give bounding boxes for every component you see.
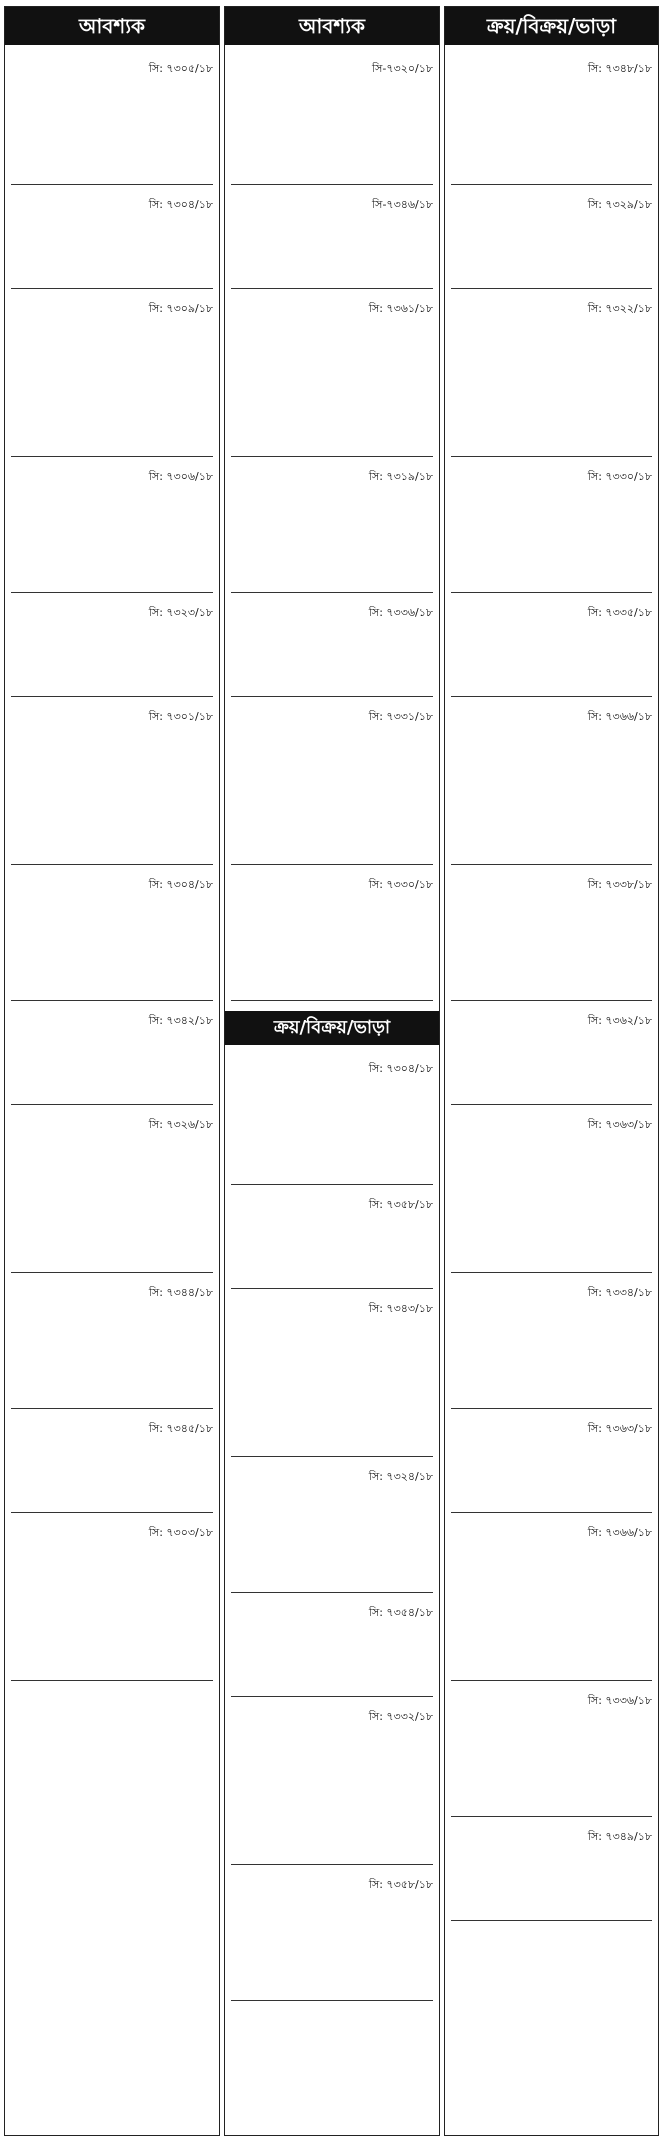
ad-reference: সি: ৭৩৩৬/১৮	[587, 1694, 652, 1707]
ad-body	[451, 1516, 652, 1526]
ad-reference: সি: ৭৩৩১/১৮	[368, 710, 433, 723]
column-header: ক্রয়/বিক্রয়/ভাড়া	[445, 7, 658, 45]
classified-ad	[231, 865, 433, 1001]
classified-ad	[451, 49, 652, 185]
ad-body	[231, 460, 433, 470]
ad-body	[451, 1820, 652, 1830]
classified-ad	[451, 1105, 652, 1273]
ad-body	[451, 292, 652, 302]
ad-body	[11, 52, 213, 62]
ad-body	[11, 1412, 213, 1422]
ad-body	[451, 1108, 652, 1118]
ad-reference: সি: ৭৩৩০/১৮	[368, 878, 433, 891]
ad-reference: সি: ৭৩৪৮/১৮	[587, 62, 652, 75]
ad-reference: সি: ৭৩০৯/১৮	[148, 302, 213, 315]
ad-reference: সি: ৭৩২৩/১৮	[148, 606, 213, 619]
ad-body	[231, 1596, 433, 1606]
column-header: আবশ্যক	[225, 7, 439, 45]
ad-body	[231, 292, 433, 302]
ad-body	[11, 1108, 213, 1118]
ad-reference: সি: ৭৩৫৮/১৮	[368, 1878, 433, 1891]
ad-reference: সি: ৭৩৬২/১৮	[587, 1014, 652, 1027]
column-wanted-2	[224, 6, 440, 2136]
ad-body	[11, 1516, 213, 1526]
ad-body	[231, 1052, 433, 1062]
classified-ad	[11, 1409, 213, 1513]
classified-ad	[11, 697, 213, 865]
ad-reference: সি: ৭৩৪২/১৮	[148, 1014, 213, 1027]
ad-body	[231, 1292, 433, 1302]
ad-reference: সি: ৭৩৩০/১৮	[587, 470, 652, 483]
classified-ad	[231, 457, 433, 593]
ad-body	[231, 1868, 433, 1878]
classified-ad	[451, 1817, 652, 1921]
classified-ad	[11, 457, 213, 593]
ad-body	[231, 52, 433, 62]
section-header: ক্রয়/বিক্রয়/ভাড়া	[225, 1011, 439, 1045]
classified-ad	[231, 49, 433, 185]
ad-body	[231, 596, 433, 606]
classified-ad	[451, 1001, 652, 1105]
ad-reference: সি-৭৩৪৬/১৮	[372, 198, 433, 211]
ad-reference: সি: ৭৩৩৬/১৮	[368, 606, 433, 619]
classified-ad	[451, 593, 652, 697]
column-wanted-1	[4, 6, 220, 2136]
classified-ad	[231, 1593, 433, 1697]
ad-reference: সি: ৭৩৪৯/১৮	[587, 1830, 652, 1843]
ad-list	[5, 45, 219, 1685]
classified-ad	[231, 1049, 433, 1185]
classified-ad	[231, 1185, 433, 1289]
classified-ad	[451, 457, 652, 593]
ad-reference: সি: ৭৩২৬/১৮	[148, 1118, 213, 1131]
ad-body	[11, 868, 213, 878]
column-buy-sell-rent	[444, 6, 659, 2136]
classified-ad	[231, 1289, 433, 1457]
ad-reference: সি: ৭৩৬৬/১৮	[587, 710, 652, 723]
ad-body	[451, 460, 652, 470]
classified-ad	[11, 593, 213, 697]
classified-ad	[451, 1409, 652, 1513]
ad-body	[231, 1188, 433, 1198]
ad-body	[231, 188, 433, 198]
classified-ad	[451, 185, 652, 289]
ad-body	[451, 700, 652, 710]
ad-reference: সি: ৭৩০৫/১৮	[148, 62, 213, 75]
ad-reference: সি: ৭৩৬৩/১৮	[587, 1422, 652, 1435]
classified-ad	[11, 49, 213, 185]
ad-reference: সি: ৭৩১৯/১৮	[368, 470, 433, 483]
classified-ad	[451, 1273, 652, 1409]
ad-reference: সি: ৭৩৩৮/১৮	[587, 878, 652, 891]
classified-ad	[11, 865, 213, 1001]
ad-body	[451, 1412, 652, 1422]
classified-ad	[451, 697, 652, 865]
ad-body	[11, 188, 213, 198]
classified-ad	[11, 289, 213, 457]
classified-ad	[11, 1105, 213, 1273]
ad-reference: সি: ৭৩০৪/১৮	[368, 1062, 433, 1075]
ad-body	[11, 292, 213, 302]
ad-body	[11, 700, 213, 710]
classified-ad	[11, 1273, 213, 1409]
ad-reference: সি: ৭৩০৪/১৮	[148, 198, 213, 211]
ad-reference: সি: ৭৩২২/১৮	[587, 302, 652, 315]
ad-reference: সি: ৭৩০৬/১৮	[148, 470, 213, 483]
classified-ad	[451, 865, 652, 1001]
ad-reference: সি: ৭৩৩২/১৮	[368, 1710, 433, 1723]
ad-body	[451, 188, 652, 198]
ad-body	[451, 596, 652, 606]
classified-ad	[231, 289, 433, 457]
ad-body	[11, 460, 213, 470]
ad-list	[225, 1045, 439, 2005]
ad-reference: সি: ৭৩৩৫/১৮	[587, 606, 652, 619]
ad-reference: সি: ৭৩২৯/১৮	[587, 198, 652, 211]
ad-body	[451, 1276, 652, 1286]
classified-ad	[451, 289, 652, 457]
ad-list	[225, 45, 439, 1005]
ad-body	[231, 1460, 433, 1470]
ad-body	[451, 52, 652, 62]
classified-ad	[11, 1513, 213, 1681]
classified-ad	[231, 1697, 433, 1865]
ad-reference: সি: ৭৩৬১/১৮	[368, 302, 433, 315]
ad-reference: সি: ৭৩৩৪/১৮	[587, 1286, 652, 1299]
ad-body	[231, 868, 433, 878]
ad-body	[11, 1004, 213, 1014]
classified-ad	[11, 1001, 213, 1105]
ad-reference: সি: ৭৩০৩/১৮	[148, 1526, 213, 1539]
ad-reference: সি: ৭৩৫৮/১৮	[368, 1198, 433, 1211]
ad-reference: সি: ৭৩৪৫/১৮	[148, 1422, 213, 1435]
ad-body	[231, 700, 433, 710]
ad-reference: সি: ৭৩৬৩/১৮	[587, 1118, 652, 1131]
ad-body	[231, 1700, 433, 1710]
ad-reference: সি: ৭৩৪৪/১৮	[148, 1286, 213, 1299]
ad-reference: সি: ৭৩৫৪/১৮	[368, 1606, 433, 1619]
ad-body	[451, 1684, 652, 1694]
ad-reference: সি: ৭৩০১/১৮	[148, 710, 213, 723]
ad-reference: সি-৭৩২০/১৮	[372, 62, 433, 75]
classified-ad	[231, 697, 433, 865]
classified-ad	[231, 593, 433, 697]
ad-list	[445, 45, 658, 1925]
ad-reference: সি: ৭৩৬৬/১৮	[587, 1526, 652, 1539]
classified-ad	[231, 1457, 433, 1593]
ad-reference: সি: ৭৩০৪/১৮	[148, 878, 213, 891]
column-header: আবশ্যক	[5, 7, 219, 45]
ad-body	[451, 868, 652, 878]
ad-body	[451, 1004, 652, 1014]
ad-body	[11, 596, 213, 606]
classified-ad	[11, 185, 213, 289]
ad-body	[11, 1276, 213, 1286]
ad-reference: সি: ৭৩৪৩/১৮	[368, 1302, 433, 1315]
classified-ad	[231, 1865, 433, 2001]
classified-ad	[451, 1681, 652, 1817]
ad-reference: সি: ৭৩২৪/১৮	[368, 1470, 433, 1483]
classified-ad	[231, 185, 433, 289]
classified-ad	[451, 1513, 652, 1681]
